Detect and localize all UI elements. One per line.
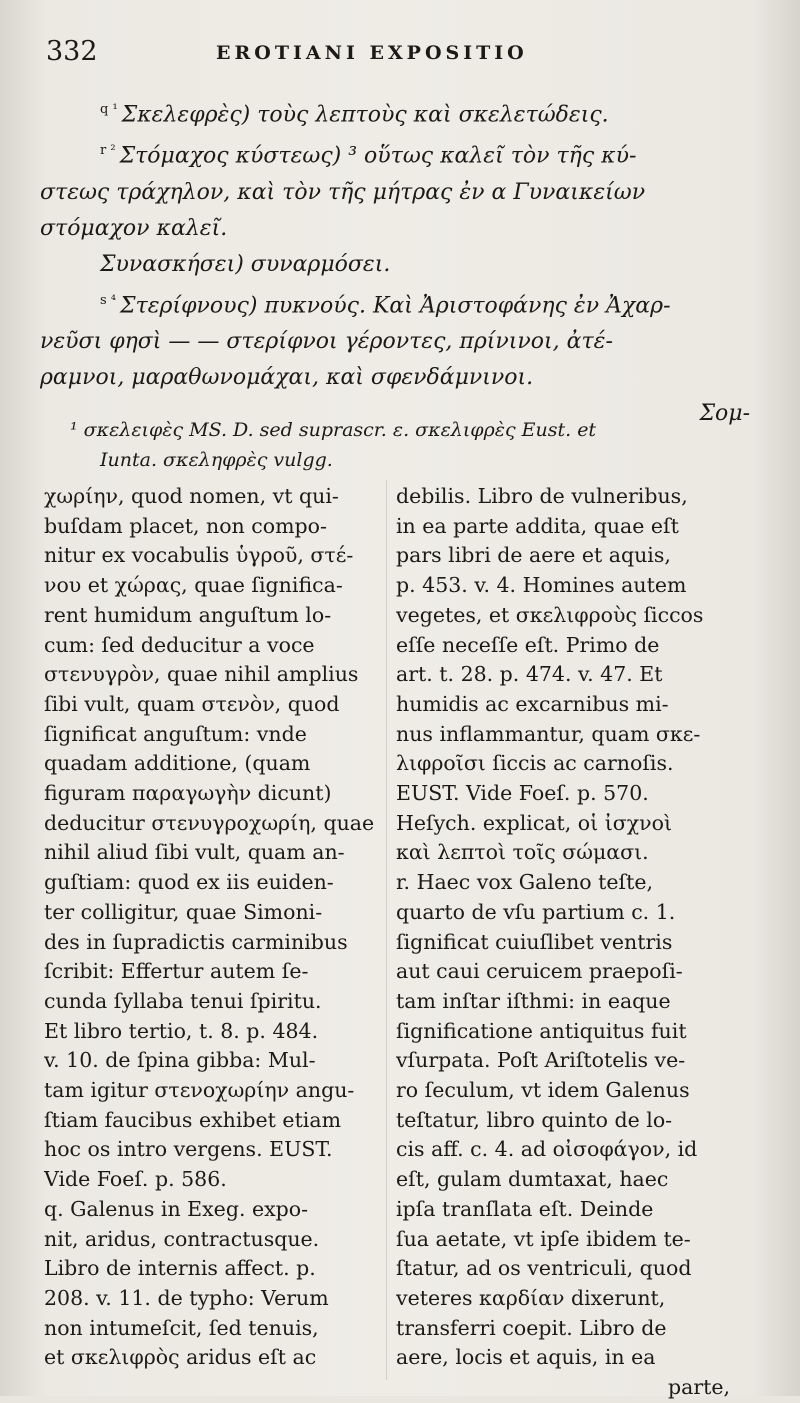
text-line: nit, aridus, contractusque. (44, 1226, 320, 1251)
glossary-text: ραμνοι, μαραθωνομάχαι, καὶ σφενδάμνινοι. (40, 364, 534, 390)
glossary-line (40, 175, 750, 211)
text-line: ſignificat anguſtum: vnde (44, 721, 307, 746)
text-line: ter colligitur, quae Simoni- (44, 899, 323, 924)
text-line: tam igitur στενοχωρίην angu- (44, 1078, 355, 1103)
text-line: figuram παραγωγὴν dicunt) (44, 781, 332, 806)
text-line: cis aff. c. 4. ad οἰσοφάγον, id (396, 1137, 698, 1162)
text-line: ſibi vult, quam στενὸν, quod (44, 691, 340, 716)
note-marker: r ² (100, 143, 116, 159)
text-line: στενυγρὸν, quae nihil amplius (44, 662, 359, 687)
text-line: aut caui ceruicem praepoſi- (396, 959, 683, 984)
glossary-text: νεῦσι φησὶ — — στερίφνοι γέροντες, πρίνινοι, ἀτέ- (40, 328, 613, 354)
glossary-line (40, 92, 750, 133)
text-line: aere, locis et aquis, in ea (396, 1345, 656, 1370)
glossary-text: στόμαχον καλεῖ. (40, 215, 228, 241)
page-header (46, 36, 766, 76)
text-line: q. Galenus in Exeg. expo- (44, 1196, 309, 1221)
text-line: veteres καρδίαν dixerunt, (396, 1285, 666, 1310)
text-line: deducitur στενυγροχωρίη, quae (44, 810, 375, 835)
text-line: χωρίην, quod nomen, vt qui- (44, 484, 339, 508)
text-line: buſdam placet, non compo- (44, 513, 327, 538)
text-line: vegetes, et σκελιφροὺς ſiccos (396, 602, 704, 627)
text-line: pars libri de aere et aquis, (396, 543, 671, 568)
text-line: cunda ſyllaba tenui ſpiritu. (44, 988, 322, 1013)
text-line: quadam additione, (quam (44, 751, 311, 776)
text-line: transferri coepit. Libro de (396, 1315, 667, 1340)
glossary-line (40, 247, 750, 283)
text-line: non intumeſcit, ſed tenuis, (44, 1315, 319, 1340)
text-line: quarto de vſu partium c. 1. (396, 899, 676, 924)
commentary-right-column (396, 482, 730, 1403)
text-line: νου et χώρας, quae ſignifica- (44, 573, 343, 598)
text-line: et σκελιφρὸς aridus eſt ac (44, 1345, 317, 1370)
text-line: r. Haec vox Galeno teſte, (396, 870, 654, 895)
text-line: Et libro tertio, t. 8. p. 484. (44, 1018, 319, 1043)
text-line: in ea parte addita, quae eſt (396, 513, 679, 538)
text-line: rent humidum anguſtum lo- (44, 602, 332, 627)
text-line: v. 10. de ſpina gibba: Mul- (44, 1048, 316, 1073)
text-line: ro ſeculum, vt idem Galenus (396, 1078, 690, 1103)
text-line: ipſa tranſlata eſt. Deinde (396, 1196, 654, 1221)
text-line: ſua aetate, vt ipſe ibidem te- (396, 1226, 691, 1251)
glossary-line (40, 360, 750, 396)
commentary-left-column (44, 482, 380, 1373)
glossary-text: Στερίφνους) πυκνούς. Καὶ Ἀριστοφάνης ἐν Ἀχαρ- (120, 292, 671, 318)
text-line: debilis. Libro de vulneribus, (396, 484, 688, 508)
glossary-line (40, 211, 750, 247)
text-line: eſt, gulam dumtaxat, haec (396, 1167, 669, 1192)
text-line: ſcribit: Effertur autem ſe- (44, 959, 309, 984)
text-line: eſſe neceſſe eſt. Primo de (396, 632, 660, 657)
text-line: λιφροῖσι ſiccis ac carnoſis. (396, 751, 674, 776)
text-line: des in ſupradictis carminibus (44, 929, 348, 954)
glossary-line (40, 283, 750, 324)
text-line: ſignificatione antiquitus fuit (396, 1018, 687, 1043)
page-number: 332 (46, 36, 98, 67)
glossary-line (40, 324, 750, 360)
text-line: ſtiam faucibus exhibet etiam (44, 1107, 342, 1132)
text-line: ſignificat cuiuſlibet ventris (396, 929, 673, 954)
column-divider (386, 480, 387, 1380)
text-line: Libro de internis affect. p. (44, 1256, 316, 1281)
text-line: p. 453. v. 4. Homines autem (396, 573, 687, 598)
text-line: parte, (667, 1375, 730, 1400)
text-line: teſtatur, libro quinto de lo- (396, 1107, 673, 1132)
glossary-text: Σομ- (699, 400, 750, 426)
text-line: nihil aliud ſibi vult, quam an- (44, 840, 345, 865)
text-line: καὶ λεπτοὶ τοῖς σώμασι. (396, 840, 649, 865)
text-line: humidis ac excarnibus mi- (396, 691, 669, 716)
text-line: cum: ſed deducitur a voce (44, 632, 315, 657)
text-line: vſurpata. Poſt Ariſtotelis ve- (396, 1048, 686, 1073)
text-line: Vide Foeſ. p. 586. (44, 1167, 227, 1192)
text-line: hoc os intro vergens. EUST. (44, 1137, 333, 1162)
glossary-text: Σκελεφρὲς) τοὺς λεπτοὺς καὶ σκελετώδεις. (121, 102, 609, 128)
text-line: ſtatur, ad os ventriculi, quod (396, 1256, 692, 1281)
text-line: Heſych. explicat, οἱ ἰσχνοὶ (396, 810, 672, 835)
text-line: art. t. 28. p. 474. v. 47. Et (396, 662, 663, 687)
text-line: guſtiam: quod ex iis euiden- (44, 870, 334, 895)
footnote (70, 415, 760, 475)
footnote-line: ¹ σκελειφὲς MS. D. sed suprascr. ε. σκελιφρὲς Eust. et (70, 419, 597, 441)
glossary-entries (40, 92, 750, 432)
note-marker: s ⁴ (100, 292, 117, 308)
text-line: 208. v. 11. de typho: Verum (44, 1285, 329, 1310)
text-line: nus inflammantur, quam σκε- (396, 721, 701, 746)
note-marker: q ¹ (100, 102, 118, 117)
glossary-line (40, 133, 750, 174)
text-line: nitur ex vocabulis ὑγροῦ, στέ- (44, 543, 354, 568)
footnote-line: Iunta. σκεληφρὲς vulgg. (100, 449, 333, 471)
running-head: EROTIANI EXPOSITIO (216, 42, 528, 64)
glossary-text: στεως τράχηλον, καὶ τὸν τῆς μήτρας ἐν α Γυναικείων (40, 179, 646, 205)
glossary-text: Συνασκήσει) συναρμόσει. (100, 251, 391, 277)
text-line: EUST. Vide Foeſ. p. 570. (396, 781, 649, 806)
glossary-text: Στόμαχος κύστεως) ³ οὕτως καλεῖ τὸν τῆς κύ- (119, 143, 637, 169)
text-line: tam inſtar iſthmi: in eaque (396, 988, 671, 1013)
